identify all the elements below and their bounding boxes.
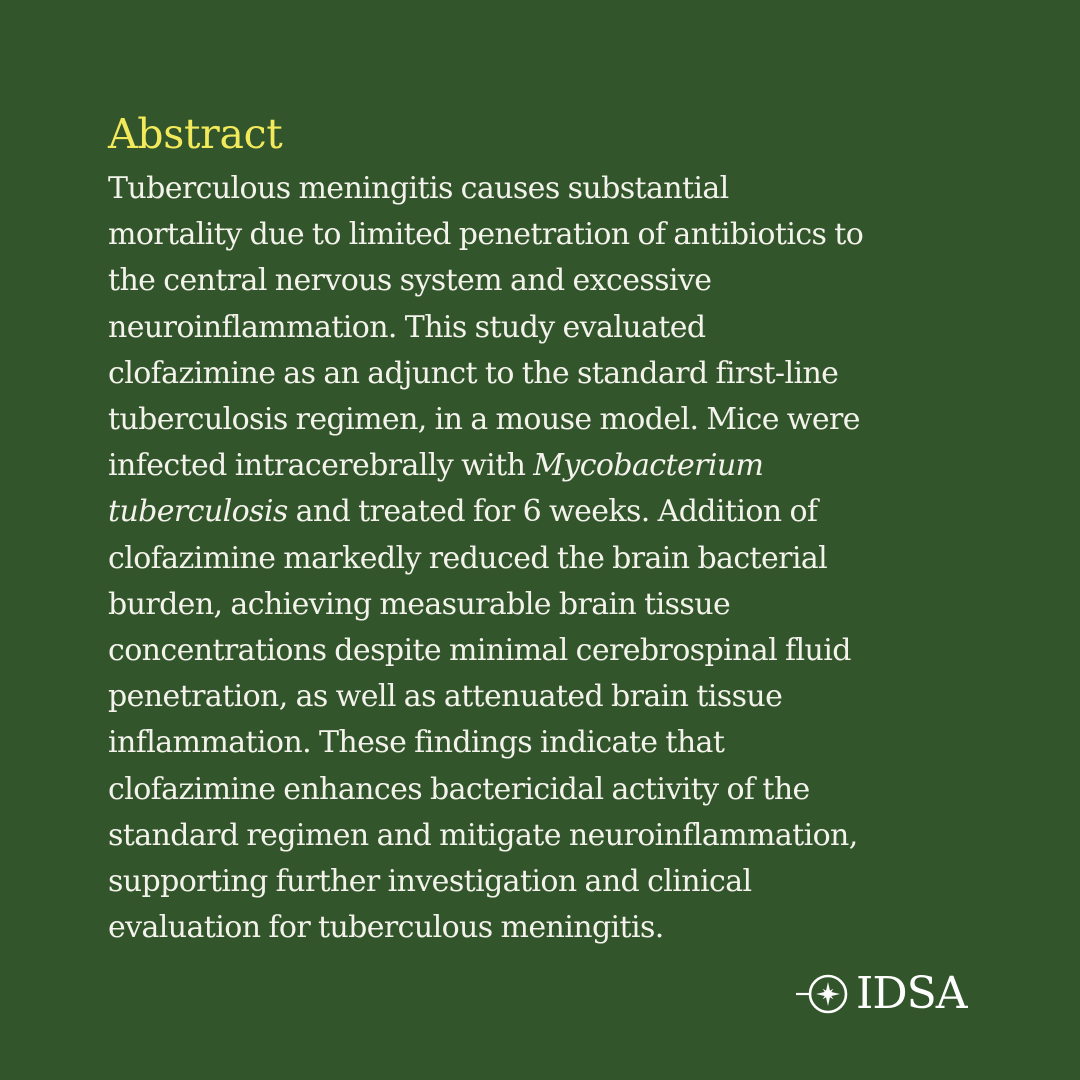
abstract-heading: Abstract xyxy=(108,110,283,158)
abstract-line: clofazimine as an adjunct to the standard first-line xyxy=(108,355,839,391)
abstract-line: burden, achieving measurable brain tissue xyxy=(108,586,731,622)
idsa-logo xyxy=(796,966,967,1022)
abstract-line: mortality due to limited penetration of antibiotics to xyxy=(108,217,864,253)
abstract-line: evaluation for tuberculous meningitis. xyxy=(108,910,664,946)
species-name-italic: tuberculosis xyxy=(108,494,288,530)
species-name-italic: Mycobacterium xyxy=(533,448,764,484)
abstract-line: clofazimine enhances bactericidal activity of the xyxy=(108,771,810,807)
abstract-line: tuberculosis regimen, in a mouse model. Mice were xyxy=(108,402,860,438)
abstract-line: neuroinflammation. This study evaluated xyxy=(108,309,706,345)
abstract-line: concentrations despite minimal cerebrospinal fluid xyxy=(108,633,851,669)
abstract-line: Tuberculous meningitis causes substantial xyxy=(108,171,729,206)
idsa-star-icon xyxy=(796,966,852,1022)
abstract-line: supporting further investigation and clinical xyxy=(108,864,752,900)
abstract-line: the central nervous system and excessive xyxy=(108,263,712,299)
abstract-text-segment: infected intracerebrally with xyxy=(108,448,534,484)
abstract-line: inflammation. These findings indicate that xyxy=(108,725,725,761)
idsa-logo-text: IDSA xyxy=(856,968,967,1019)
abstract-line: standard regimen and mitigate neuroinflammation, xyxy=(108,817,858,853)
abstract-text-segment: and treated for 6 weeks. Addition of xyxy=(287,494,818,530)
abstract-line xyxy=(108,489,988,535)
abstract-line: clofazimine markedly reduced the brain bacterial xyxy=(108,540,828,576)
abstract-line: penetration, as well as attenuated brain tissue xyxy=(108,679,783,715)
abstract-line xyxy=(108,443,988,489)
abstract-body xyxy=(108,166,988,951)
